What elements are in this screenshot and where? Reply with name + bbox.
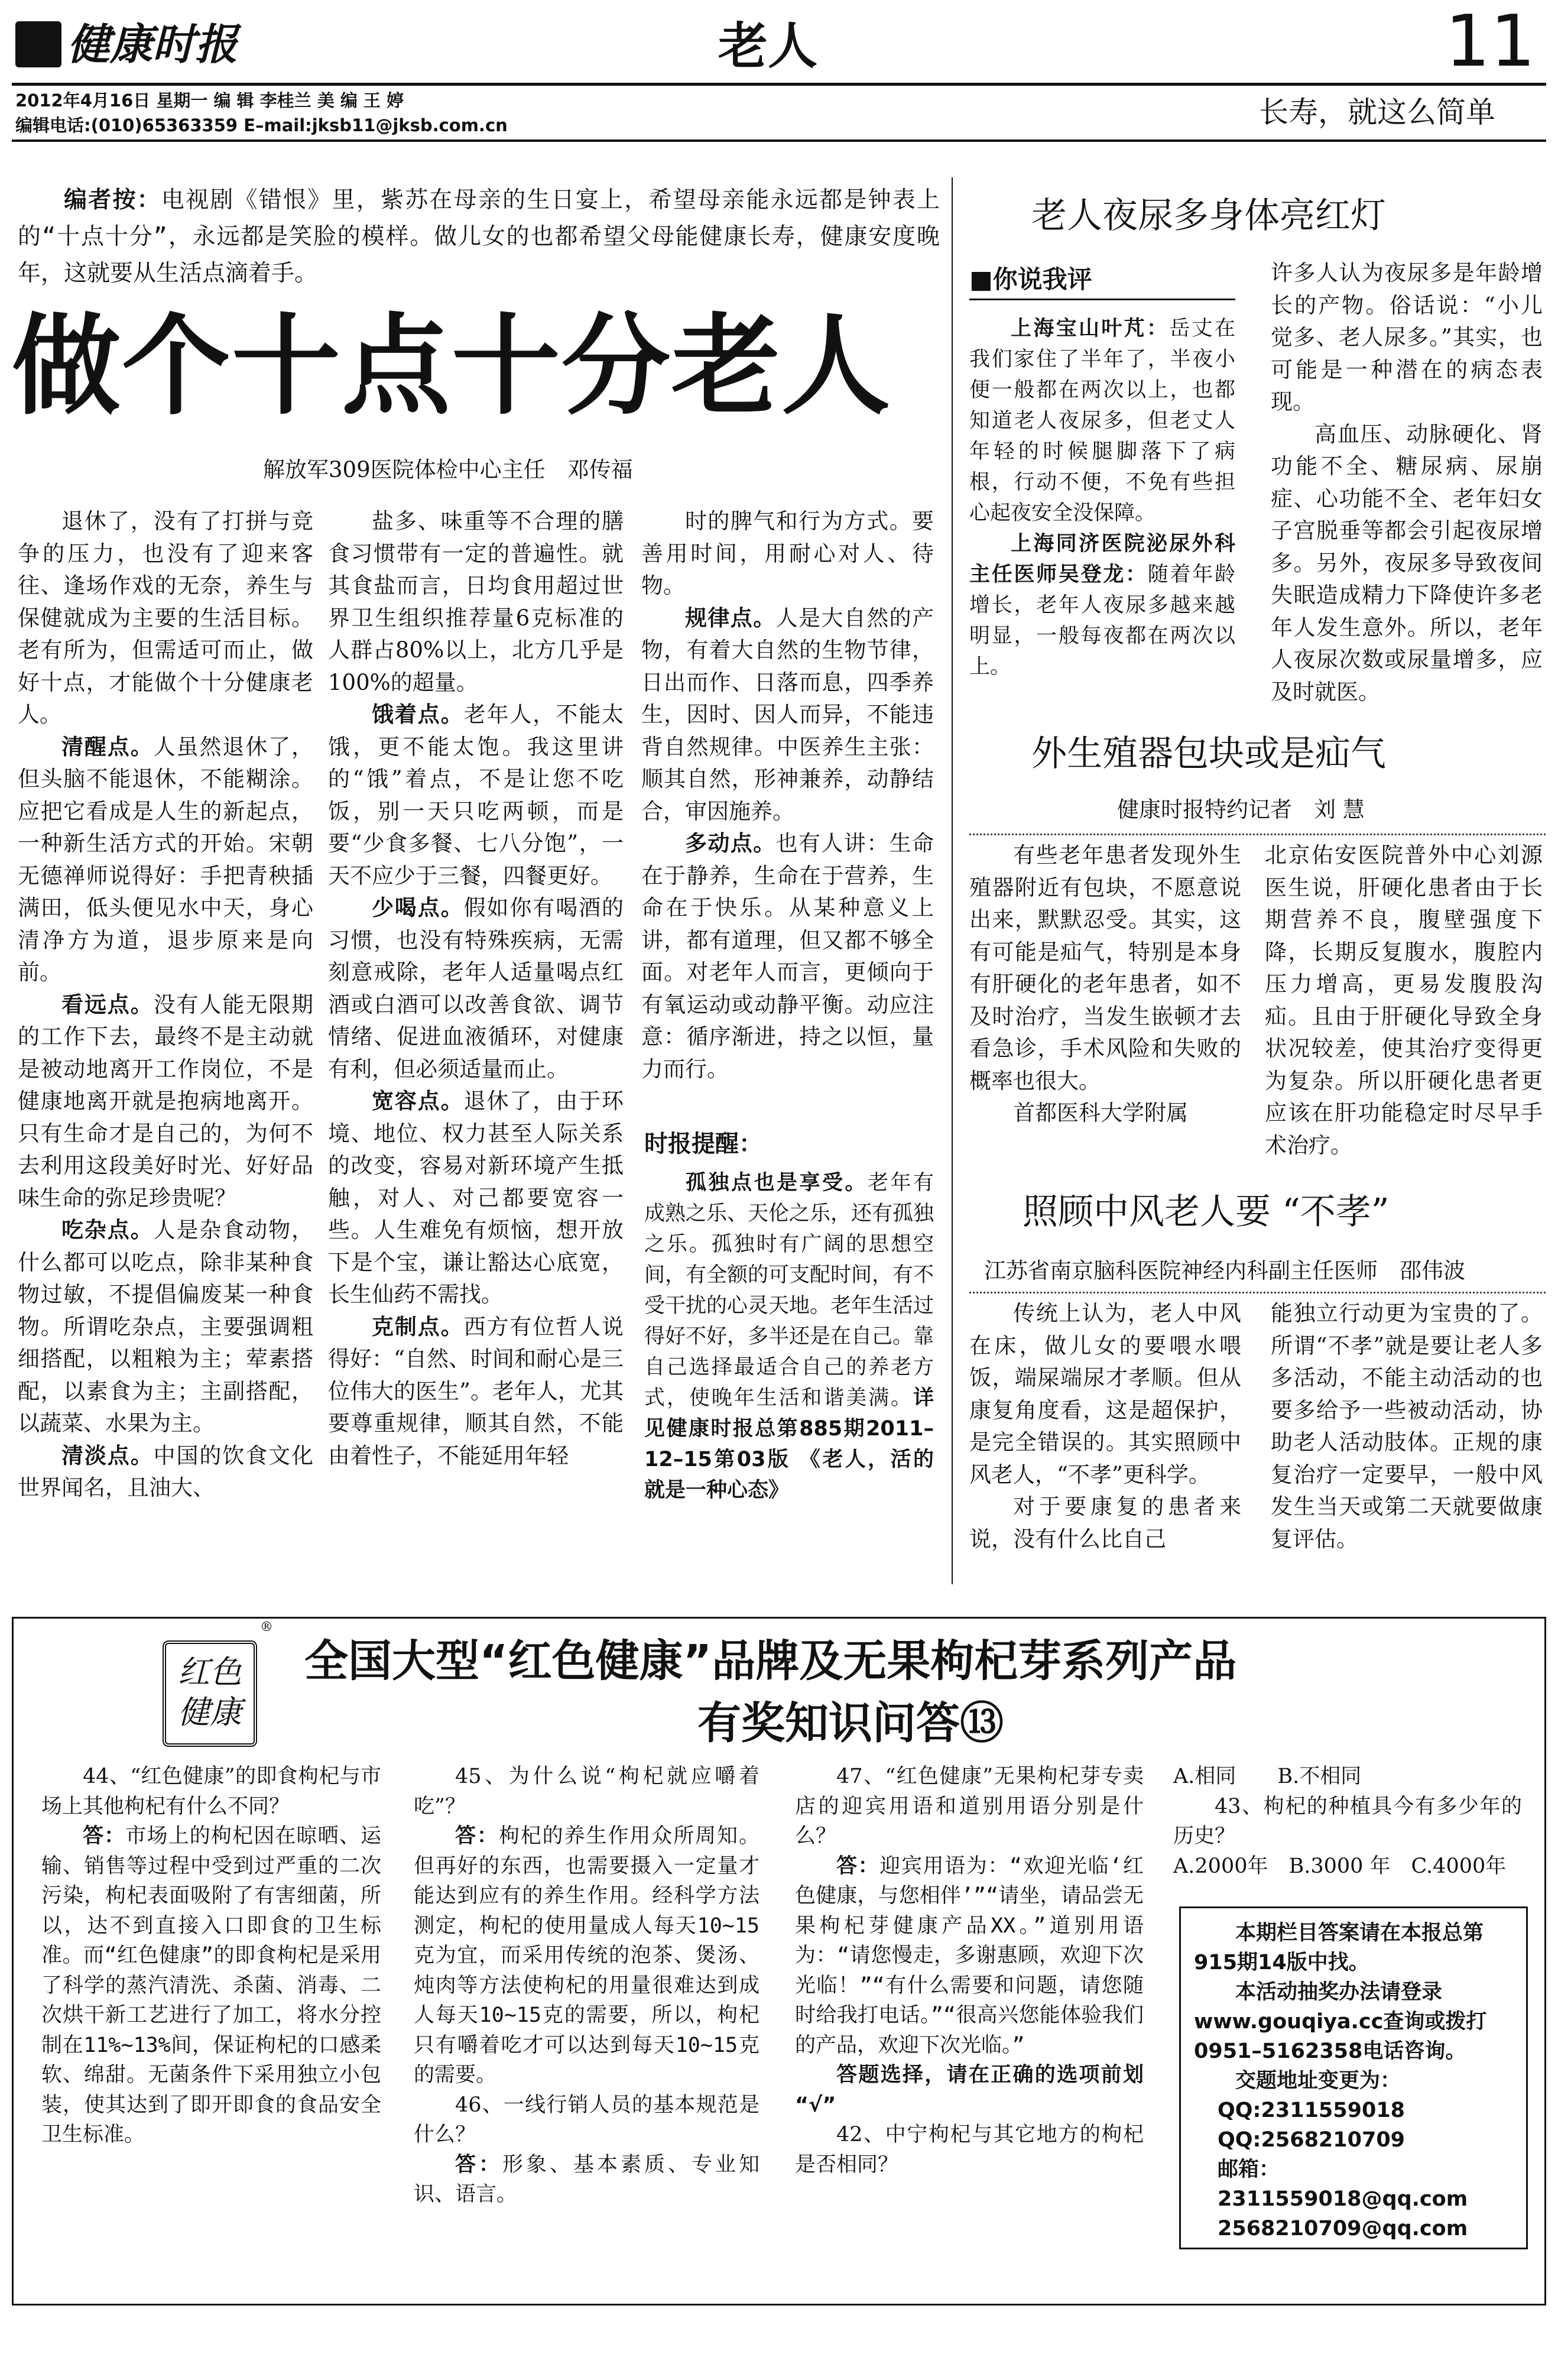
nocturia-right-text: 高血压、动脉硬化、肾功能不全、糖尿病、尿崩症、心功能不全、老年妇女子宫脱垂等都会引起夜尿增多。另外，夜尿多导致夜间失眠造成精力下降使许多老年人发生意外。所以，老年人夜尿次数或尿量增多，应及时就医。 bbox=[1271, 421, 1543, 705]
ad-title-line1: 全国大型“红色健康”品牌及无果枸杞芽系列产品 bbox=[304, 1636, 1237, 1687]
stroke-left-text: 传统上认为，老人中风在床，做儿女的要喂水喂饭，端屎端尿才孝顺。但从康复角度看，这是超保护，是完全错误的。其实照顾中风老人，“不孝”更科学。 bbox=[969, 1301, 1241, 1487]
notice-line: 本期栏目答案请在本报总第915期14版中找。 bbox=[1194, 1921, 1484, 1974]
hernia-byline: 健康时报特约记者 刘 慧 bbox=[1117, 797, 1365, 822]
stroke-right-text: 能独立行动更为宝贵的了。所谓“不孝”就是要让老人多多活动，不能主动活动的也要多给予一些被动活动，协助老人活动肢体。正规的康复治疗一定要早，一般中风发生当天或第二天就要做康复评估。 bbox=[1271, 1301, 1543, 1552]
main-col1-text: 中国的饮食文化世界闻名，且油大、 bbox=[18, 1442, 314, 1500]
column-divider bbox=[952, 177, 953, 1584]
masthead-logo bbox=[15, 18, 246, 71]
main-col2-text: 西方有位哲人说得好：“自然、时间和耐心是三位伟大的医生”。老年人，尤其要尊重规律，顺其自然，不能由着性子，不能延用年轻 bbox=[328, 1314, 624, 1468]
editor-note-text: 电视剧《错恨》里，紫苏在母亲的生日宴上，希望母亲能永远都是钟表上的“十点十分”，永远都是笑脸的模样。做儿女的也都希望父母能健康长寿，健康安度晚年，这就要从生活点滴着手。 bbox=[18, 187, 940, 287]
main-col-2 bbox=[328, 505, 624, 1472]
main-col1-lead: 清淡点。 bbox=[61, 1442, 154, 1468]
main-col3-paragraph bbox=[641, 505, 934, 602]
ad-col1-answer bbox=[41, 1821, 381, 2150]
main-col2-lead: 宽容点。 bbox=[372, 1088, 464, 1114]
ad-col-1 bbox=[41, 1762, 381, 2150]
hernia-title: 外生殖器包块或是疝气 bbox=[1031, 733, 1386, 774]
stroke-right-paragraph bbox=[1271, 1298, 1543, 1555]
hernia-right bbox=[1265, 839, 1543, 1162]
ad-issue-mark: ⑬ bbox=[960, 1698, 1004, 1749]
nocturia-right-paragraph bbox=[1271, 257, 1543, 419]
logo-text: 健康时报 bbox=[67, 20, 238, 69]
ad-col2-answer-text: 枸杞的养生作用众所周知。但再好的东西，也需要摄入一定量才能达到应有的养生作用。经科学方法测定，枸杞的使用量成人每天10~15克为宜，而采用传统的泡茶、煲汤、炖肉等方法使枸杞的用量很难达到成人每天10~15克的需要，所以，枸杞只有嚼着吃才可以达到每天10~15克的需要。 bbox=[414, 1824, 759, 2087]
main-col1-text: 退休了，没有了打拼与竞争的压力，也没有了迎来客往、逢场作戏的无奈，养生与保健就成为主要的生活目标。老有所为，但需适可而止，做好十点，才能做个十分健康老人。 bbox=[18, 508, 313, 727]
notice-line: 交题地址变更为： bbox=[1235, 2069, 1401, 2093]
main-title: 做个十点十分老人 bbox=[12, 303, 892, 430]
stroke-title: 照顾中风老人要 “不孝” bbox=[1023, 1191, 1390, 1233]
hernia-dotted-rule bbox=[969, 834, 1546, 835]
hernia-left bbox=[969, 839, 1241, 1130]
hernia-right-paragraph bbox=[1265, 839, 1543, 1162]
reminder-lead: 孤独点也是享受。 bbox=[686, 1171, 868, 1195]
main-col2-paragraph bbox=[328, 1311, 624, 1473]
main-col1-paragraph bbox=[18, 989, 313, 1215]
main-col1-paragraph bbox=[18, 1440, 313, 1504]
reminder-text: 老年有成熟之乐、天伦之乐，还有孤独之乐。孤独时有广阔的思想空间，有全额的可支配时间，有不受干扰的心灵天地。老年生活过得好不好，多半还是在自己。靠自己选择最适合自己的养老方式，使晚年生活和谐美满。 bbox=[644, 1171, 934, 1410]
date-line: 2012年4月16日 星期一 编 辑 李桂兰 美 编 王 婷 bbox=[15, 90, 404, 111]
stroke-left-paragraph bbox=[969, 1491, 1241, 1555]
reminder-body bbox=[644, 1168, 934, 1506]
nocturia-column-label: ■你说我评 bbox=[969, 265, 1092, 294]
main-col2-lead: 克制点。 bbox=[372, 1314, 464, 1340]
ad-col3-answer bbox=[795, 1852, 1144, 2061]
main-col3-paragraph bbox=[641, 828, 934, 1085]
ad-col-4 bbox=[1173, 1762, 1522, 1881]
nocturia-left-lead: 上海同济医院泌尿外科主任医师吴登龙： bbox=[969, 532, 1235, 586]
hernia-right-text: 北京佑安医院普外中心刘源医生说，肝硬化患者由于长期营养不良，腹壁强度下降，长期反复腹水，腹腔内压力增高，更易发腹股沟疝。且由于肝硬化导致全身状况较差，使其治疗变得更为复杂。所以肝硬化患者更应该在肝功能稳定时尽早手术治疗。 bbox=[1265, 842, 1543, 1158]
main-col3-lead: 多动点。 bbox=[685, 831, 776, 856]
stroke-byline: 江苏省南京脑科医院神经内科副主任医师 邵伟波 bbox=[984, 1258, 1465, 1283]
ad-col2-question: 45、为什么说“枸杞就应嚼着吃”？ bbox=[414, 1765, 759, 1818]
nocturia-left-lead: 上海宝山叶芃： bbox=[1011, 317, 1170, 341]
main-col1-lead: 看远点。 bbox=[61, 991, 154, 1017]
stroke-right bbox=[1271, 1298, 1543, 1555]
main-byline: 解放军309医院体检中心主任 邓传福 bbox=[263, 457, 633, 482]
main-col2-paragraph bbox=[328, 892, 624, 1085]
ad-col2-answer-text: 形象、基本素质、专业知识、语言。 bbox=[414, 2152, 759, 2206]
ad-col3-answer-text: 迎宾用语为：“欢迎光临‘红色健康，与您相伴’”“请坐，请品尝无果枸杞芽健康产品XX。”道别用语为：“请您慢走，多谢惠顾，欢迎下次光临！”“有什么需要和问题，请您随时给我打电话。”“很高兴您能体验我们的产品，欢迎下次光临。” bbox=[795, 1854, 1144, 2057]
main-col3-text: 也有人讲：生命在于静养，生命在于营养，生命在于快乐。从某种意义上讲，都有道理，但又都不够全面。对老年人而言，更倾向于有氧运动或动静平衡。动应注意：循序渐进，持之以恒，量力而行。 bbox=[641, 831, 934, 1082]
ad-seal-text: 红色健康 bbox=[178, 1653, 242, 1731]
main-col1-paragraph bbox=[18, 1214, 313, 1440]
editor-note-label: 编者按： bbox=[64, 187, 161, 213]
reminder-ref: 详见健康时报总第885期2011–12–15第03版 《老人，活的就是一种心态》 bbox=[644, 1386, 934, 1502]
main-col2-paragraph bbox=[328, 699, 624, 892]
nocturia-label-rule bbox=[969, 299, 1235, 300]
nocturia-right-paragraph bbox=[1271, 419, 1543, 709]
registered-mark: ® bbox=[260, 1620, 273, 1635]
q42-options: A.相同 B.不相同 bbox=[1173, 1765, 1362, 1788]
ad-col2-answer bbox=[414, 2150, 759, 2210]
hernia-left-text: 首都医科大学附属 bbox=[1013, 1100, 1188, 1126]
nocturia-title: 老人夜尿多身体亮红灯 bbox=[1031, 195, 1386, 236]
header-rule-top bbox=[12, 83, 1546, 86]
main-col2-text: 退休了，由于环境、地位、权力甚至人际关系的改变，容易对新环境产生抵触，对人、对己都要宽容一些。人生难免有烦恼，想开放下是个宝，谦让豁达心底宽，长生仙药不需找。 bbox=[328, 1088, 624, 1307]
main-col2-paragraph bbox=[328, 505, 624, 699]
main-col3-lead: 规律点。 bbox=[685, 605, 776, 631]
notice-line: 2568210709@qq.com bbox=[1218, 2217, 1468, 2240]
notice-line: QQ:2311559018 bbox=[1218, 2099, 1406, 2122]
header-rule-bottom bbox=[12, 140, 1546, 142]
ad-col-2 bbox=[414, 1762, 759, 2210]
hernia-left-paragraph bbox=[969, 839, 1241, 1097]
notice-line: 2311559018@qq.com bbox=[1218, 2187, 1468, 2211]
main-col2-lead: 少喝点。 bbox=[372, 895, 464, 920]
hernia-left-text: 有些老年患者发现外生殖器附近有包块，不愿意说出来，默默忍受。其实，这有可能是疝气，特别是本身有肝硬化的老年患者，如不及时治疗，当发生嵌顿才去看急诊，手术风险和失败的概率也很大。 bbox=[969, 842, 1241, 1094]
main-col2-paragraph bbox=[328, 1085, 624, 1311]
section-title: 老人 bbox=[718, 17, 818, 75]
main-col1-paragraph bbox=[18, 731, 313, 989]
ad-col2-answer-label: 答： bbox=[455, 2152, 502, 2177]
slogan: 长寿，就这么简单 bbox=[1259, 95, 1495, 129]
main-col2-text: 老年人，不能太饿，更不能太饱。我这里讲的“饿”着点，不是让您不吃饭，别一天只吃两顿，而是要“少食多餐、七八分饱”，一天不应少于三餐，四餐更好。 bbox=[328, 702, 624, 889]
reminder-label: 时报提醒： bbox=[644, 1130, 762, 1157]
notice-line: 本活动抽奖办法请登录www.gouqiya.cc查询或拨打0951–5162358电话咨询。 bbox=[1194, 1980, 1487, 2063]
ad-col1-question: 44、“红色健康”的即食枸杞与市场上其他枸杞有什么不同？ bbox=[41, 1765, 381, 1818]
notice-line: 邮箱： bbox=[1218, 2158, 1280, 2181]
main-col2-text: 盐多、味重等不合理的膳食习惯带有一定的普遍性。就其食盐而言，日均食用超过世界卫生组织推荐量6克标准的人群占80%以上，北方几乎是100%的超量。 bbox=[328, 508, 624, 695]
hernia-left-paragraph bbox=[969, 1097, 1241, 1130]
main-col3-paragraph bbox=[641, 602, 934, 828]
stroke-dotted-rule bbox=[969, 1292, 1546, 1293]
nocturia-left-text: 岳丈在我们家住了半年了，半夜小便一般都在两次以上，也都知道老人夜尿多，但老丈人年轻的时候腿脚落下了病根，行动不便，不免有些担心起夜安全没保障。 bbox=[969, 317, 1235, 525]
ad-col2-answer bbox=[414, 1821, 759, 2090]
main-col1-lead: 吃杂点。 bbox=[61, 1217, 154, 1243]
nocturia-right bbox=[1271, 257, 1543, 708]
ad-col-3 bbox=[795, 1762, 1144, 2180]
notice-list bbox=[1194, 1918, 1513, 2243]
nocturia-left-text: 随着年龄增长，老年人夜尿多越来越明显，一般每夜都在两次以上。 bbox=[969, 563, 1235, 679]
main-col1-text: 人虽然退休了，但头脑不能退休，不能糊涂。应把它看成是人生的新起点，一种新生活方式的开始。宋朝无德禅师说得好：手把青秧插满田，低头便见水中天，身心清净方为道，退步原来是向前。 bbox=[18, 734, 314, 985]
main-col2-text: 假如你有喝酒的习惯，也没有特殊疾病，无需刻意戒除，老年人适量喝点红酒或白酒可以改善食欲、调节情绪、促进血液循环，对健康有利，但必须适量而止。 bbox=[328, 895, 624, 1082]
main-col2-lead: 饿着点。 bbox=[372, 702, 464, 727]
main-col1-text: 没有人能无限期的工作下去，最终不是主动就是被动地离开工作岗位，不是健康地离开就是抱病地离开。只有生命才是自己的，为何不去利用这段美好时光、好好品味生命的弥足珍贵呢？ bbox=[18, 991, 314, 1211]
q43-options: A.2000年 B.3000 年 C.4000年 bbox=[1173, 1854, 1507, 1878]
editor-note bbox=[18, 182, 940, 292]
main-col3-text: 人是大自然的产物，有着大自然的生物节律，日出而作、日落而息，四季养生，因时、因人而异，不能违背自然规律。中医养生主张：顺其自然，形神兼养，动静结合，审因施养。 bbox=[641, 605, 934, 824]
nocturia-left-paragraph bbox=[969, 313, 1235, 528]
contact-line: 编辑电话:(010)65363359 E–mail:jksb11@jksb.com.cn bbox=[15, 115, 508, 135]
ad-col3-answer-label: 答： bbox=[836, 1854, 880, 1878]
nocturia-right-text: 许多人认为夜尿多是年龄增长的产物。俗话说：“小儿觉多、老人尿多。”其实，也可能是一种潜在的病态表现。 bbox=[1271, 260, 1543, 414]
nocturia-left bbox=[969, 313, 1235, 682]
main-col3-text: 时的脾气和行为方式。要善用时间，用耐心对人、待物。 bbox=[641, 508, 934, 598]
ad-col1-answer-label: 答： bbox=[83, 1824, 126, 1848]
ad-col2-question: 46、一线行销人员的基本规范是什么？ bbox=[414, 2093, 759, 2146]
main-col-3 bbox=[641, 505, 934, 1085]
stroke-left-text: 对于要康复的患者来说，没有什么比自己 bbox=[969, 1494, 1241, 1552]
q43-question: 43、枸杞的种植具今有多少年的历史？ bbox=[1173, 1794, 1522, 1848]
nocturia-left-paragraph bbox=[969, 528, 1235, 682]
main-col1-paragraph bbox=[18, 505, 313, 731]
logo-mark bbox=[15, 21, 61, 67]
ad-title-line2-text: 有奖知识问答 bbox=[697, 1698, 960, 1749]
ad-title-line2 bbox=[697, 1694, 1004, 1753]
ad-col3-instruction: 答题选择，请在正确的选项前划 “√” bbox=[795, 2063, 1144, 2117]
main-col1-lead: 清醒点。 bbox=[61, 734, 154, 760]
stroke-left bbox=[969, 1298, 1241, 1555]
ad-col2-answer-label: 答： bbox=[455, 1824, 499, 1848]
main-col1-text: 人是杂食动物，什么都可以吃点，除非某种食物过敏，不提倡偏废某一种食物。所谓吃杂点，主要强调粗细搭配，以粗粮为主；荤素搭配，以素食为主；主副搭配，以蔬菜、水果为主。 bbox=[18, 1217, 314, 1436]
page-number: 11 bbox=[1445, 1, 1536, 83]
stroke-left-paragraph bbox=[969, 1298, 1241, 1491]
main-col-1 bbox=[18, 505, 313, 1504]
notice-line: QQ:2568210709 bbox=[1218, 2128, 1406, 2152]
ad-col3-question: 42、中宁枸杞与其它地方的枸杞是否相同？ bbox=[795, 2123, 1144, 2177]
ad-col3-question: 47、“红色健康”无果枸杞芽专卖店的迎宾用语和道别用语分别是什么？ bbox=[795, 1765, 1144, 1848]
ad-col1-answer-text: 市场上的枸杞因在晾晒、运输、销售等过程中受到过严重的二次污染，枸杞表面吸附了有害细菌，所以，达不到直接入口即食的卫生标准。而“红色健康”的即食枸杞是采用了科学的蒸汽清洗、杀菌、消毒、二次烘干新工艺进行了加工，将水分控制在11%~13%间，保证枸杞的口感柔软、绵甜。无菌条件下采用独立小包装，使其达到了即开即食的食品安全卫生标准。 bbox=[41, 1824, 381, 2146]
